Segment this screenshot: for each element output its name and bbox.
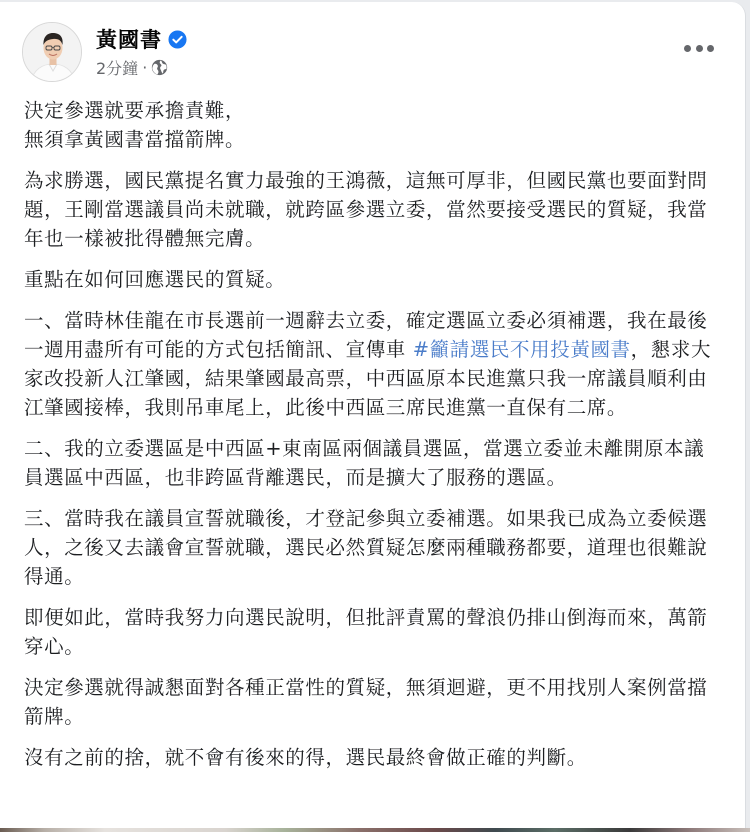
globe-icon[interactable] [151,59,168,76]
post-paragraph-with-hashtag [24,306,724,422]
post-paragraph: 重點在如何回應選民的質疑。 [24,268,286,291]
post-paragraph: 沒有之前的捨，就不會有後來的得，選民最終會做正確的判斷。 [24,746,587,769]
timestamp-row [96,55,187,79]
headline-line-1: 決定參選就要承擔責難， [24,99,246,122]
post-paragraph: 三、當時我在議員宣誓就職後，才登記參與立委補選。如果我已成為立委候選人，之後又去議會宣誓就職，選民必然質疑怎麼兩種職務都要，道理也很難說得通。 [24,507,708,588]
dot [684,45,691,52]
post-paragraph: 即便如此，當時我努力向選民說明，但批評責罵的聲浪仍排山倒海而來，萬箭穿心。 [24,606,708,658]
author-row [96,25,187,53]
hashtag-link[interactable]: #籲請選民不用投黃國書 [412,338,631,361]
more-options-icon[interactable] [684,38,714,58]
author-avatar[interactable] [22,22,82,82]
headline-line-2: 無須拿黃國書當擋箭牌。 [24,128,246,151]
post-body [24,96,724,784]
post-timestamp[interactable]: 2分鐘 [96,58,139,78]
post-header [22,20,187,84]
verified-badge-icon [168,30,187,49]
post-paragraph: 二、我的立委選區是中西區+東南區兩個議員選區，當選立委並未離開原本議員選區中西區，也非跨區背離選民，而是擴大了服務的選區。 [24,437,705,489]
paragraph-text-before: 一、當時林佳龍在市長選前一週辭去立委，確定選區立委必須補選，我在最後一週用盡所有可能的方式包括簡訊、宣傳車 [24,309,708,361]
post-paragraph-headline [24,96,724,154]
post-meta [96,25,187,79]
paragraph-text-after: ，懇求大家改投新人江肇國，結果肇國最高票，中西區原本民進黨只我一席議員順利由江肇國接棒，我則吊車尾上，此後中西區三席民進黨一直保有二席。 [24,338,712,419]
post-card [0,2,746,828]
dot [696,45,703,52]
author-name[interactable]: 黃國書 [96,28,162,52]
post-paragraph: 為求勝選，國民黨提名實力最強的王鴻薇，這無可厚非，但國民黨也要面對問題，王剛當選議員尚未就職，就跨區參選立委，當然要接受選民的質疑，我當年也一樣被批得體無完膚。 [24,169,708,250]
separator-dot: · [142,57,148,77]
profile-photo-icon [23,23,82,82]
dot [707,45,714,52]
post-paragraph: 決定參選就得誠懇面對各種正當性的質疑，無須迴避，更不用找別人案例當擋箭牌。 [24,676,708,728]
attached-photo-edge[interactable] [0,828,750,832]
